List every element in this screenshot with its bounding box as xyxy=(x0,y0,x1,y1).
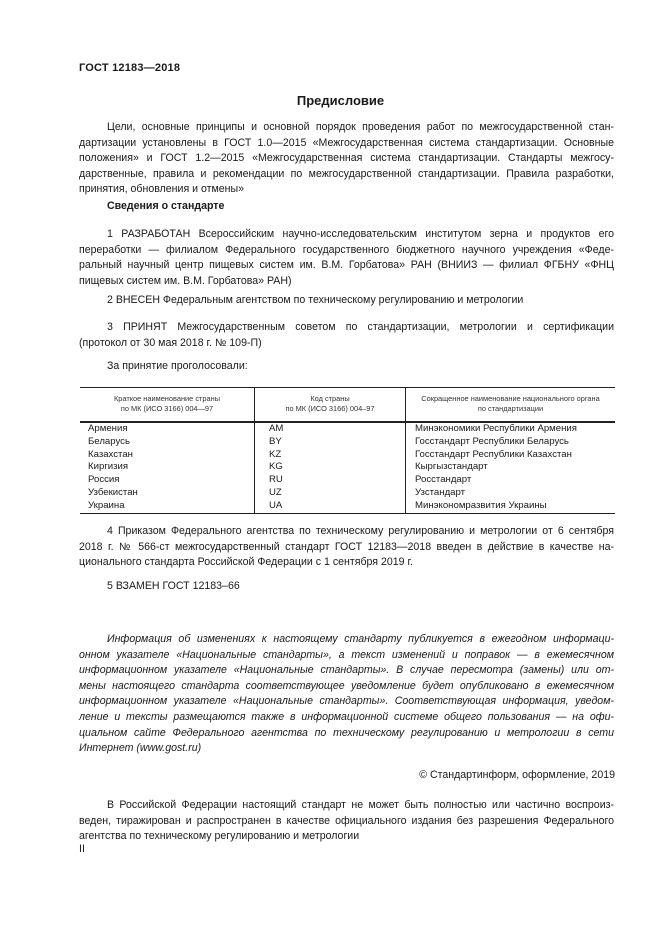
code-cell: BY xyxy=(255,436,406,449)
item-1-line: пищевых систем им. В.М. Горбатова» РАН) xyxy=(79,274,292,287)
item-4-line: 4 Приказом Федерального агентства по техническому регулированию и метрологии от 6 сентября xyxy=(107,525,614,537)
intro-line: Цели, основные принципы и основной порядок проведения работ по межгосударственной стан- xyxy=(107,121,614,133)
intro-line: дартизации установлены в ГОСТ 1.0—2015 «Межгосударственная система стандартизации. Основные xyxy=(79,136,614,149)
code-cell: RU xyxy=(255,474,406,487)
body-cell: Госстандарт Республики Беларусь xyxy=(415,435,569,447)
code-cell: AM xyxy=(255,422,406,436)
table-row xyxy=(80,449,615,462)
country-cell: Армения xyxy=(80,422,255,436)
country-cell: Киргизия xyxy=(80,461,255,474)
intro-paragraph xyxy=(79,120,614,198)
body-cell: Узстандарт xyxy=(415,486,466,498)
table-row xyxy=(80,474,615,487)
intro-line: дарственные, правила и рекомендации по межгосударственной стандартизации. Правила разработки, xyxy=(79,167,614,180)
reproduction-notice xyxy=(79,798,614,845)
column-header-line: по МК (ИСО 3166) 004–97 xyxy=(285,404,375,413)
item-4-paragraph xyxy=(79,524,614,571)
page-title: Предисловие xyxy=(296,93,385,108)
country-cell: Узбекистан xyxy=(80,487,255,500)
item-1-line: 1 РАЗРАБОТАН Всероссийским научно-исследовательским институтом зерна и продуктов его xyxy=(107,228,614,240)
info-paragraph xyxy=(79,632,614,757)
code-cell: UA xyxy=(255,500,406,513)
item-4-line: ционального стандарта Российской Федерации с 1 сентября 2019 г. xyxy=(79,556,413,569)
info-line: информационном указателе «Национальные стандарты». Соответствующая информация, уведом- xyxy=(79,695,614,708)
item-2-paragraph: 2 ВНЕСЕН Федеральным агентством по техническому регулированию и метрологии xyxy=(107,294,524,306)
copyright-notice: © Стандартинформ, оформление, 2019 xyxy=(419,769,615,781)
vote-label: За принятие проголосовали: xyxy=(107,360,248,372)
info-line: онном указателе «Национальные стандарты», а текст изменений и поправок — в ежемесячном xyxy=(79,648,614,661)
table-row xyxy=(80,461,615,474)
item-3-paragraph xyxy=(79,320,614,351)
column-header-line: по стандартизации xyxy=(477,404,544,413)
notice-line: веден, тиражирован и распространен в качестве официального издания без разрешения Федерального xyxy=(79,814,614,827)
table-row xyxy=(80,436,615,449)
item-1-line: переработки — филиалом Федерального государственного бюджетного научного учреждения «Феде- xyxy=(79,243,614,256)
code-cell: UZ xyxy=(255,487,406,500)
table-row xyxy=(80,487,615,500)
item-4-line: 2018 г. № 566-ст межгосударственный стандарт ГОСТ 12183—2018 введен в действие в качестве на- xyxy=(79,540,614,553)
info-line: мены настоящего стандарта соответствующее уведомление будет опубликовано в ежемесячном xyxy=(79,679,614,692)
column-header-country xyxy=(80,388,255,423)
intro-line: положения» и ГОСТ 1.2—2015 «Межгосударственная система стандартизации. Стандарты межгосу- xyxy=(79,152,614,165)
body-cell: Кыргызстандарт xyxy=(415,461,488,473)
column-header-code xyxy=(255,388,406,423)
country-cell: Россия xyxy=(80,474,255,487)
column-header-line: Краткое наименование страны xyxy=(113,394,221,403)
notice-line: В Российской Федерации настоящий стандарт не может быть полностью или частично воспроиз- xyxy=(107,799,614,811)
country-cell: Казахстан xyxy=(80,449,255,462)
item-3-line: (протокол от 30 мая 2018 г. № 109-П) xyxy=(79,336,262,349)
body-cell: Минэкономразвития Украины xyxy=(415,499,547,511)
body-cell: Госстандарт Республики Казахстан xyxy=(415,448,572,460)
info-line: ление и тексты размещаются также в информационной системе общего пользования — на офи- xyxy=(79,710,614,723)
document-code-header: ГОСТ 12183—2018 xyxy=(79,62,181,74)
item-5-paragraph: 5 ВЗАМЕН ГОСТ 12183–66 xyxy=(107,580,240,592)
body-cell: Минэкономики Республики Армения xyxy=(415,423,577,434)
page-number: II xyxy=(79,843,85,855)
notice-line: агентства по техническому регулированию и метрологии xyxy=(79,830,360,843)
country-cell: Беларусь xyxy=(80,436,255,449)
column-header-line: Код страны xyxy=(310,394,350,403)
section-heading: Сведения о стандарте xyxy=(107,200,225,212)
column-header-line: Сокращенное наименование национального органа xyxy=(421,394,600,403)
item-1-paragraph xyxy=(79,227,614,289)
code-cell: KG xyxy=(255,461,406,474)
info-line: циальном сайте Федерального агентства по техническому регулированию и метрологии в сети xyxy=(79,726,614,739)
item-3-line: 3 ПРИНЯТ Межгосударственным советом по стандартизации, метрологии и сертификации xyxy=(107,321,614,333)
column-header-body xyxy=(406,388,616,423)
item-1-line: ральный научный центр пищевых систем им. В.М. Горбатова» РАН (ВНИИЗ — филиал ФГБНУ «ФНЦ xyxy=(79,259,614,272)
column-header-line: по МК (ИСО 3166) 004—97 xyxy=(120,404,214,413)
info-line: информационном указателе «Национальные стандарты». В случае пересмотра (замены) или от- xyxy=(79,664,614,677)
country-cell: Украина xyxy=(80,500,255,513)
info-line: Информация об изменениях к настоящему стандарту публикуется в ежегодном информаци- xyxy=(107,633,614,645)
info-line: Интернет (www.gost.ru) xyxy=(79,742,202,755)
body-cell: Росстандарт xyxy=(415,474,472,486)
table-row xyxy=(80,422,615,436)
countries-table xyxy=(80,387,615,514)
voting-countries-table xyxy=(80,387,615,515)
table-header-row xyxy=(80,388,615,423)
intro-line: принятия, обновления и отмены» xyxy=(79,183,245,196)
table-row xyxy=(80,500,615,513)
code-cell: KZ xyxy=(255,449,406,462)
